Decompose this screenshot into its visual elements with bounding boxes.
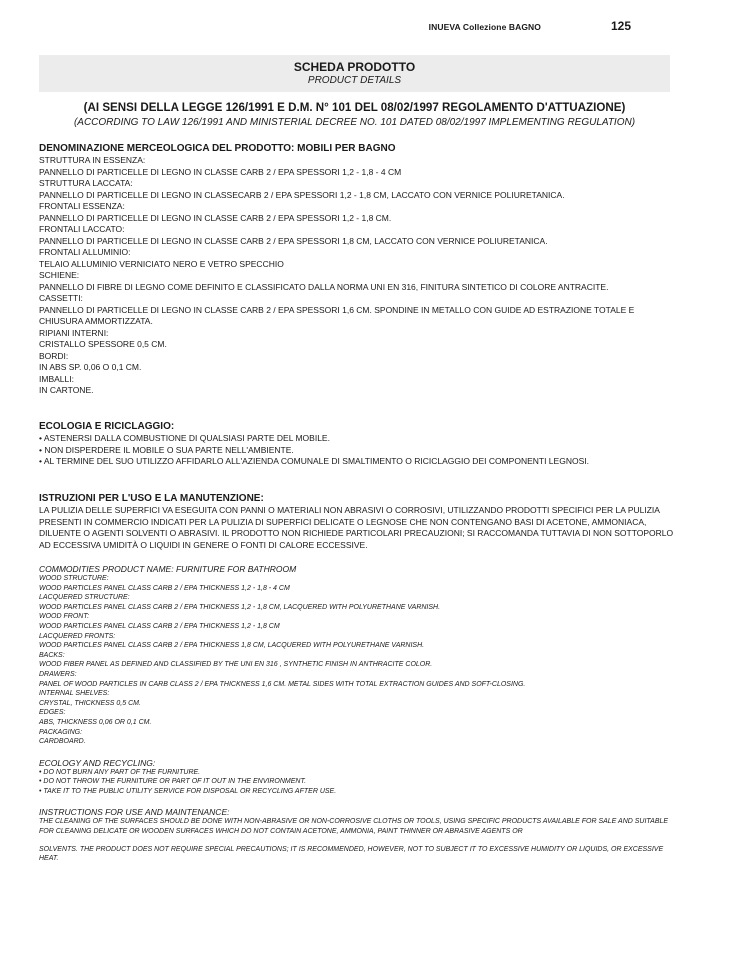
composition-line: CHIUSURA AMMORTIZZATA. [39, 316, 153, 326]
composition-line: BORDI: [39, 350, 69, 361]
english-section [39, 564, 679, 864]
english-composition-line: WOOD STRUCTURE: [39, 575, 109, 582]
composition-line: PANNELLO DI PARTICELLE DI LEGNO IN CLASSE CARB 2 / EPA SPESSORI 1,6 CM. SPONDINE IN METALLO CON GUIDE AD ESTRAZIONE TOTALE E [39, 304, 635, 315]
composition-section [39, 143, 679, 397]
ecology-line: • NON DISPERDERE IL MOBILE O SUA PARTE NELL'AMBIENTE. [39, 444, 294, 455]
english-composition-line: WOOD PARTICLES PANEL CLASS CARB 2 / EPA THICKNESS 1,8 CM, LACQUERED WITH POLYURETHANE VARNISH. [39, 642, 425, 650]
english-ecology-line: • DO NOT THROW THE FURNITURE OR PART OF IT OUT IN THE ENVIRONMENT. [39, 778, 307, 786]
law-reference-english: (ACCORDING TO LAW 126/1991 AND MINISTERIAL DECREE NO. 101 DATED 08/02/1997 IMPLEMENTING REGULATION) [73, 117, 636, 128]
composition-line: FRONTALI ESSENZA: [39, 201, 125, 211]
english-ecology-line: • DO NOT BURN ANY PART OF THE FURNITURE. [39, 768, 201, 776]
english-composition-line: ABS, THICKNESS 0,06 OR 0,1 CM. [39, 718, 152, 726]
page-title: SCHEDA PRODOTTO [293, 60, 416, 74]
maintenance-text: LA PULIZIA DELLE SUPERFICI VA ESEGUITA CON PANNI O MATERIALI NON ABRASIVI O CORROSIVI, UTILIZZANDO PRODOTTI SPECIFICI PER LA PULIZIA PRESENTI IN COMMERCIO INDICATI PER LA PULIZIA DI SUPERFICI DELICATE O LEGNOSE CHE NON CONTENGANO BASI DI ACETONE, AMMONIACA, DILUENTE O AGENTI SOLVENTI O ABRASIVI. IL PRODOTTO NON RICHIEDE PARTICOLARI PRECAUZIONI; SI RACCOMANDA TUTTAVIA DI NON SOTTOPORLO AD ECCESSIVA UMIDITÀ O LIQUIDI IN GENERE O FONTI DI CALORE ECCESSIVE. [39, 505, 674, 550]
composition-line: IMBALLI: [39, 373, 74, 384]
composition-line: IN ABS SP. 0,06 O 0,1 CM. [39, 362, 142, 372]
composition-line: PANNELLO DI PARTICELLE DI LEGNO IN CLASSECARB 2 / EPA SPESSORI 1,2 - 1,8 CM, LACCATO CON VERNICE POLIURETANICA. [39, 189, 565, 200]
english-composition-line: WOOD PARTICLES PANEL CLASS CARB 2 / EPA THICKNESS 1,2 - 1,8 CM [39, 622, 280, 630]
english-maintenance-text: THE CLEANING OF THE SURFACES SHOULD BE DONE WITH NON-ABRASIVE OR NON-CORROSIVE CLOTHS OR TOOLS, USING SPECIFIC PRODUCTS AVAILABLE FOR SALE AND SUITABLE FOR CLEANING DELICATE OR WOODEN SURFACES WHICH DO NOT CONTAIN ACETONE, AMMONIA, PAINT THINNER OR ABRASIVE AGENTS OR [39, 818, 669, 836]
composition-line: PANNELLO DI PARTICELLE DI LEGNO IN CLASSE CARB 2 / EPA SPESSORI 1,2 - 1,8 - 4 CM [39, 166, 402, 177]
english-composition-line: WOOD FRONT: [39, 613, 90, 621]
composition-line: FRONTALI LACCATO: [39, 224, 125, 234]
english-ecology-heading: ECOLOGY AND RECYCLING: [39, 757, 156, 768]
law-reference: (AI SENSI DELLA LEGGE 126/1991 E D.M. N° 101 DEL 08/02/1997 REGOLAMENTO D'ATTUAZIONE) [83, 101, 626, 114]
composition-heading: DENOMINAZIONE MERCEOLOGICA DEL PRODOTTO: MOBILI PER BAGNO [39, 143, 396, 154]
english-composition-line: EDGES: [39, 709, 66, 717]
english-composition-heading: COMMODITIES PRODUCT NAME: FURNITURE FOR BATHROOM [39, 564, 297, 574]
english-composition-line: PACKAGING: [39, 728, 83, 736]
composition-line: CRISTALLO SPESSORE 0,5 CM. [39, 339, 167, 349]
page-subtitle: PRODUCT DETAILS [307, 75, 402, 86]
composition-line: PANNELLO DI FIBRE DI LEGNO COME DEFINITO E CLASSIFICATO DALLA NORMA UNI EN 316, FINITURA SINTETICO DI COLORE ANTRACITE. [39, 281, 609, 292]
english-maintenance-text: SOLVENTS. THE PRODUCT DOES NOT REQUIRE SPECIAL PRECAUTIONS; IT IS RECOMMENDED, HOWEVER, NOT TO SUBJECT IT TO EXCESSIVE HUMIDITY OR LIQUIDS, OR EXCESSIVE HEAT. [39, 845, 664, 863]
ecology-line: • ASTENERSI DALLA COMBUSTIONE DI QUALSIASI PARTE DEL MOBILE. [39, 433, 330, 443]
page-number: 125 [610, 19, 631, 33]
english-maintenance-heading: INSTRUCTIONS FOR USE AND MAINTENANCE: [39, 807, 230, 818]
maintenance-section [39, 493, 679, 551]
ecology-line: • AL TERMINE DEL SUO UTILIZZO AFFIDARLO ALL'AZIENDA COMUNALE DI SMALTIMENTO O RICICLAGGIO DEI COMPONENTI LEGNOSI. [39, 456, 589, 466]
maintenance-heading: ISTRUZIONI PER L'USO E LA MANUTENZIONE: [39, 493, 264, 504]
english-composition-line: INTERNAL SHELVES: [39, 690, 110, 698]
title-band [39, 55, 670, 92]
composition-line: TELAIO ALLUMINIO VERNICIATO NERO E VETRO SPECCHIO [39, 258, 284, 269]
ecology-heading: ECOLOGIA E RICICLAGGIO: [39, 421, 175, 432]
english-composition-line: PANEL OF WOOD PARTICLES IN CARB CLASS 2 / EPA THICKNESS 1,6 CM. METAL SIDES WITH TOTAL EXTRACTION GUIDES AND SOFT-CLOSING. [39, 680, 526, 688]
composition-line: PANNELLO DI PARTICELLE DI LEGNO IN CLASSE CARB 2 / EPA SPESSORI 1,8 CM, LACCATO CON VERNICE POLIURETANICA. [39, 235, 548, 246]
english-composition-line: BACKS: [39, 651, 65, 659]
english-composition-line: WOOD FIBER PANEL AS DEFINED AND CLASSIFIED BY THE UNI EN 316 , SYNTHETIC FINISH IN ANTHRACITE COLOR. [39, 661, 433, 669]
composition-line: STRUTTURA IN ESSENZA: [39, 155, 146, 165]
composition-line: PANNELLO DI PARTICELLE DI LEGNO IN CLASSE CARB 2 / EPA SPESSORI 1,2 - 1,8 CM. [39, 212, 392, 223]
composition-line: SCHIENE: [39, 270, 80, 280]
english-composition-line: DRAWERS: [39, 670, 77, 678]
english-composition-line: WOOD PARTICLES PANEL CLASS CARB 2 / EPA THICKNESS 1,2 - 1,8 - 4 CM [39, 584, 290, 592]
english-composition-line: LACQUERED STRUCTURE: [39, 594, 130, 602]
english-composition-line: CARDBOARD. [39, 738, 86, 746]
composition-line: RIPIANI INTERNI: [39, 327, 109, 338]
english-composition-line: LACQUERED FRONTS: [39, 632, 116, 640]
english-composition-line: CRYSTAL, THICKNESS 0,5 CM. [39, 699, 141, 707]
english-composition-line: WOOD PARTICLES PANEL CLASS CARB 2 / EPA THICKNESS 1,2 - 1,8 CM, LACQUERED WITH POLYURETHANE VARNISH. [39, 603, 441, 611]
english-ecology-line: • TAKE IT TO THE PUBLIC UTILITY SERVICE FOR DISPOSAL OR RECYCLING AFTER USE. [39, 787, 337, 795]
composition-line: FRONTALI ALLUMINIO: [39, 247, 131, 257]
ecology-section [39, 421, 679, 468]
header-brand: INUEVA Collezione BAGNO [428, 22, 541, 32]
composition-line: IN CARTONE. [39, 385, 94, 395]
composition-line: CASSETTI: [39, 293, 83, 303]
composition-line: STRUTTURA LACCATA: [39, 178, 133, 188]
